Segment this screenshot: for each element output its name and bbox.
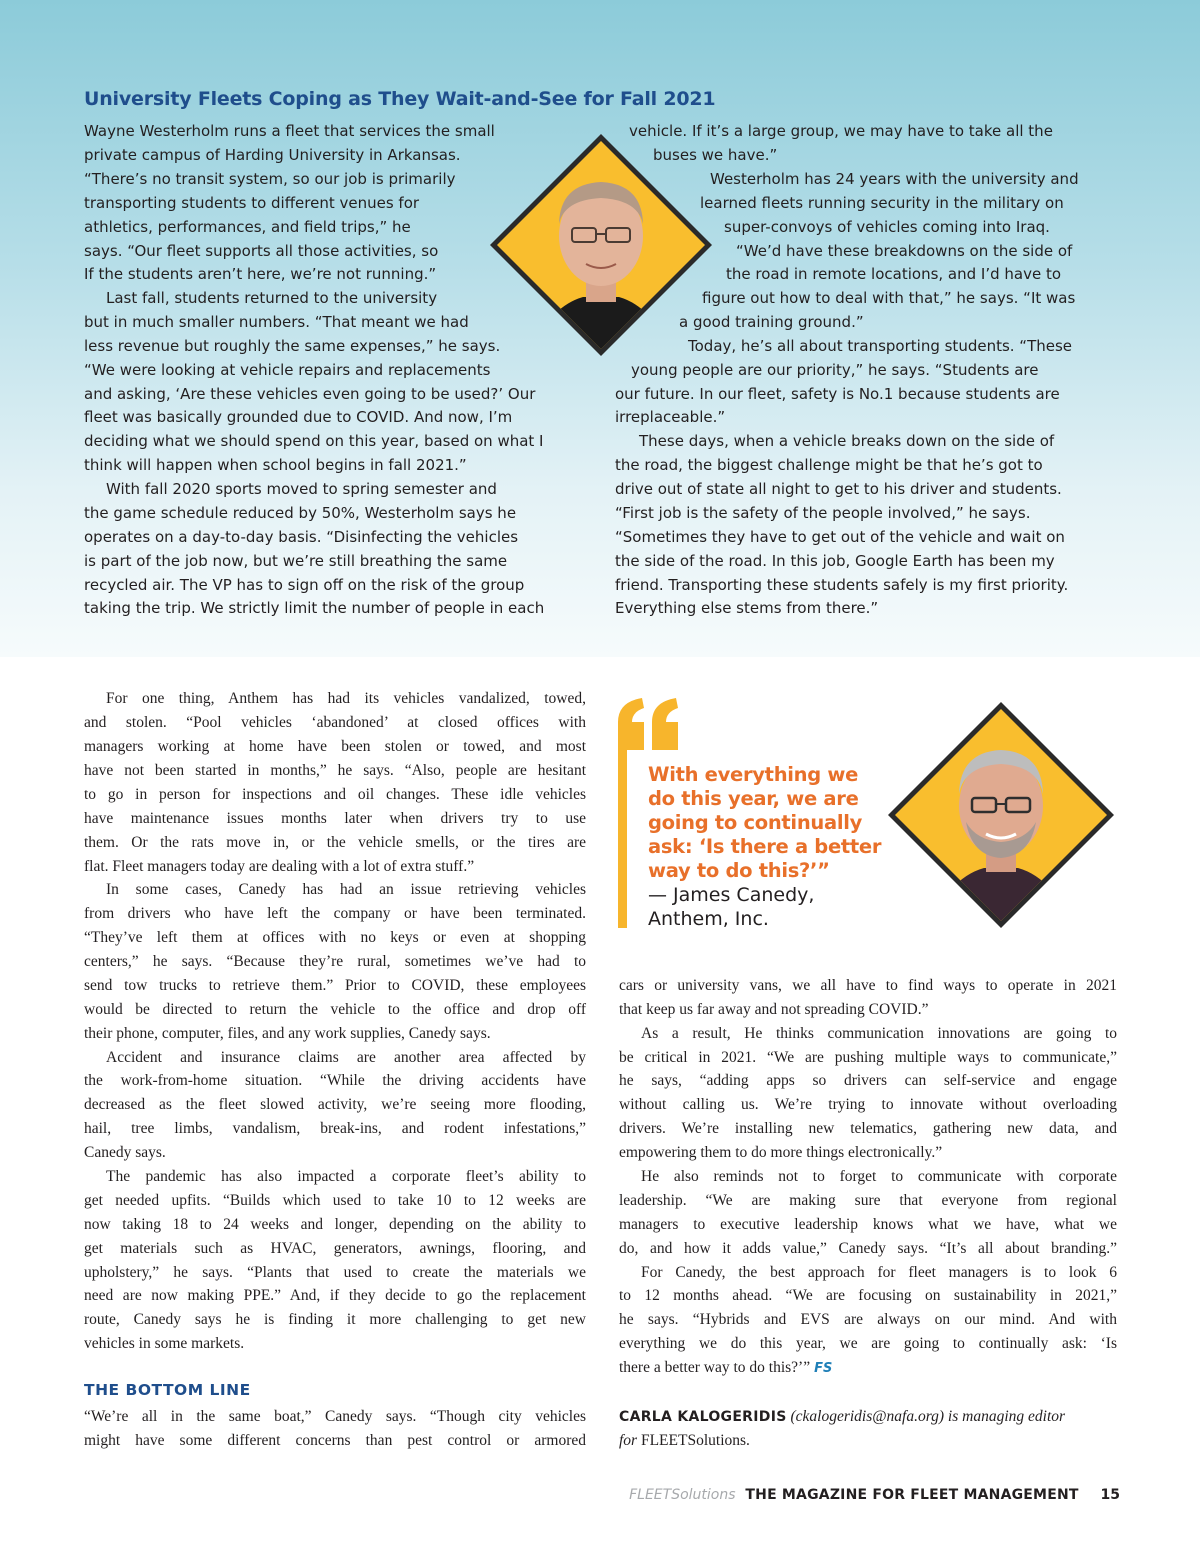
body-text-line: “They’ve left them at offices with no keys or even at shopping xyxy=(84,929,586,946)
page-footer xyxy=(0,1486,1120,1503)
sidebar-text-line: learned fleets running security in the military on xyxy=(700,194,1064,212)
sidebar-text-line: If the students aren’t here, we’re not running.” xyxy=(84,265,437,283)
footer-magazine-name: FLEETSolutions xyxy=(629,1487,736,1503)
body-text-line: In some cases, Canedy has had an issue retrieving vehicles xyxy=(106,881,586,898)
sidebar-text-line: “Sometimes they have to get out of the vehicle and wait on xyxy=(615,528,1065,546)
sidebar-text-line: is part of the job now, but we’re still breathing the same xyxy=(84,552,508,570)
portrait-photo xyxy=(886,700,1116,930)
sidebar-text-line: Wayne Westerholm runs a fleet that services the small xyxy=(84,122,495,140)
author-for: for xyxy=(619,1432,638,1449)
pull-quote-line: way to do this?’” xyxy=(648,859,830,882)
body-text-line: get materials such as HVAC, generators, awnings, flooring, and xyxy=(84,1240,586,1257)
body-text-line: do, and how it adds value,” Canedy says. “It’s all about branding.” xyxy=(619,1240,1117,1257)
body-text-line: be critical in 2021. “We are pushing multiple ways to communicate,” xyxy=(619,1049,1117,1066)
page-number: 15 xyxy=(1100,1487,1120,1503)
quote-accent-bar xyxy=(618,748,627,928)
body-text-line: leadership. “We are making sure that everyone from regional xyxy=(619,1192,1117,1209)
body-text-line: cars or university vans, we all have to find ways to operate in 2021 xyxy=(619,977,1117,994)
sidebar-text-line: vehicle. If it’s a large group, we may have to take all the xyxy=(629,122,1053,140)
body-text-line: route, Canedy says he is finding it more challenging to get new xyxy=(84,1311,586,1328)
body-text-line: that keep us far away and not spreading COVID.” xyxy=(619,1001,929,1018)
sidebar-text-line: and asking, ‘Are these vehicles even going to be used?’ Our xyxy=(84,385,536,403)
author-publication: FLEETSolutions. xyxy=(640,1432,750,1449)
body-text-line: “We’re all in the same boat,” Canedy says. “Though city vehicles xyxy=(84,1408,586,1425)
body-text-line: centers,” he says. “Because they’re rural, sometimes we’ve had to xyxy=(84,953,586,970)
sidebar-text-line: transporting students to different venues for xyxy=(84,194,420,212)
body-text-line: decreased as the fleet slowed activity, we’re seeing more flooding, xyxy=(84,1096,586,1113)
body-text-line: He also reminds not to forget to communicate with corporate xyxy=(641,1168,1117,1185)
bottom-line-heading: THE BOTTOM LINE xyxy=(84,1381,251,1399)
body-text-fragment: there a better way to do this?’” xyxy=(619,1359,811,1376)
body-text-line: The pandemic has also impacted a corporate fleet’s ability to xyxy=(106,1168,586,1185)
portrait-photo xyxy=(488,132,714,358)
sidebar-text-line: but in much smaller numbers. “That meant we had xyxy=(84,313,469,331)
footer-tagline: THE MAGAZINE FOR FLEET MANAGEMENT xyxy=(745,1487,1079,1503)
body-text-line: to 12 months ahead. “We are focusing on sustainability in 2021,” xyxy=(619,1287,1117,1304)
sidebar-text-line: Westerholm has 24 years with the university and xyxy=(710,170,1079,188)
author-byline-cont xyxy=(619,1431,750,1450)
body-text-line: send tow trucks to retrieve them.” Prior to COVID, these employees xyxy=(84,977,586,994)
pull-quote-attribution: Anthem, Inc. xyxy=(648,908,769,930)
body-text-line: upholstery,” he says. “Plants that used to create the materials we xyxy=(84,1264,586,1281)
author-name: CARLA KALOGERIDIS xyxy=(619,1409,787,1425)
body-text-line: from drivers who have left the company or have been terminated. xyxy=(84,905,586,922)
sidebar-text-line: With fall 2020 sports moved to spring semester and xyxy=(106,480,497,498)
body-text-line: As a result, He thinks communication innovations are going to xyxy=(641,1025,1117,1042)
body-text-line: vehicles in some markets. xyxy=(84,1335,245,1352)
sidebar-title: University Fleets Coping as They Wait-and-See for Fall 2021 xyxy=(84,88,716,110)
sidebar-text-line: the road, the biggest challenge might be that he’s got to xyxy=(615,456,1043,474)
sidebar-text-line: buses we have.” xyxy=(653,146,778,164)
westerholm-portrait xyxy=(488,132,714,358)
sidebar-text-line: private campus of Harding University in Arkansas. xyxy=(84,146,461,164)
body-text-line: have not been started in months,” he says. “Also, people are hesitant xyxy=(84,762,586,779)
body-text-line: Accident and insurance claims are another area affected by xyxy=(106,1049,586,1066)
body-text-line: to go in person for inspections and oil changes. These idle vehicles xyxy=(84,786,586,803)
body-text-line: Canedy says. xyxy=(84,1144,166,1161)
body-text-line: flat. Fleet managers today are dealing with a lot of extra stuff.” xyxy=(84,858,475,875)
sidebar-text-line: the side of the road. In this job, Google Earth has been my xyxy=(615,552,1055,570)
body-text-line: their phone, computer, files, and any work supplies, Canedy says. xyxy=(84,1025,491,1042)
sidebar-text-line: less revenue but roughly the same expenses,” he says. xyxy=(84,337,501,355)
sidebar-text-line: athletics, performances, and field trips,” he xyxy=(84,218,411,236)
body-text-line: empowering them to do more things electronically.” xyxy=(619,1144,943,1161)
body-text-line: have maintenance issues months later when drivers try to use xyxy=(84,810,586,827)
body-text-line: and stolen. “Pool vehicles ‘abandoned’ at closed offices with xyxy=(84,714,586,731)
quote-mark-icon xyxy=(616,698,682,750)
body-text-line: would be directed to return the vehicle to the office and drop off xyxy=(84,1001,586,1018)
sidebar-text-line: “We were looking at vehicle repairs and replacements xyxy=(84,361,491,379)
sidebar-text-line: “First job is the safety of the people involved,” he says. xyxy=(615,504,1031,522)
pull-quote-line: With everything we xyxy=(648,763,859,786)
sidebar-text-line: the road in remote locations, and I’d have to xyxy=(726,265,1062,283)
sidebar-text-line: think will happen when school begins in fall 2021.” xyxy=(84,456,467,474)
pull-quote-attribution: — James Canedy, xyxy=(648,884,815,906)
sidebar-text-line: figure out how to deal with that,” he says. “It was xyxy=(702,289,1076,307)
body-text-line: without calling us. We’re trying to innovate without overloading xyxy=(619,1096,1117,1113)
body-text-line: everything we do this year, we are going to continually ask: ‘Is xyxy=(619,1335,1117,1352)
body-text-line: now taking 18 to 24 weeks and longer, depending on the ability to xyxy=(84,1216,586,1233)
sidebar-text-line: young people are our priority,” he says. “Students are xyxy=(631,361,1039,379)
author-byline xyxy=(619,1407,1065,1427)
end-mark-logo: FS xyxy=(814,1361,833,1376)
pull-quote-line: do this year, we are xyxy=(648,787,859,810)
body-text-line: he says. “Hybrids and EVS are always on our mind. And with xyxy=(619,1311,1117,1328)
sidebar-text-line: These days, when a vehicle breaks down on the side of xyxy=(639,432,1055,450)
body-text-line: For Canedy, the best approach for fleet managers is to look 6 xyxy=(641,1264,1117,1281)
body-text-line: managers to executive leadership knows what we have, what we xyxy=(619,1216,1117,1233)
sidebar-text-line: “We’d have these breakdowns on the side of xyxy=(736,242,1073,260)
body-text-line: drivers. We’re installing new telematics, gathering new data, and xyxy=(619,1120,1117,1137)
body-text-line: need are now making PPE.” And, if they decide to go the replacement xyxy=(84,1287,586,1304)
sidebar-text-line: says. “Our fleet supports all those activities, so xyxy=(84,242,439,260)
sidebar-text-line: irreplaceable.” xyxy=(615,408,726,426)
sidebar-text-line: drive out of state all night to get to his driver and students. xyxy=(615,480,1062,498)
sidebar-text-line: Today, he’s all about transporting students. “These xyxy=(688,337,1073,355)
sidebar-text-line: Last fall, students returned to the university xyxy=(106,289,438,307)
body-text-line: hail, tree limbs, vandalism, break-ins, and rodent infestations,” xyxy=(84,1120,586,1137)
canedy-portrait xyxy=(886,700,1116,930)
sidebar-text-line: our future. In our fleet, safety is No.1 because students are xyxy=(615,385,1060,403)
sidebar-text-line: operates on a day-to-day basis. “Disinfecting the vehicles xyxy=(84,528,519,546)
sidebar-text-line: deciding what we should spend on this year, based on what I xyxy=(84,432,544,450)
body-text-line: he says, “adding apps so drivers can self-service and engage xyxy=(619,1072,1117,1089)
pull-quote-line: ask: ‘Is there a better xyxy=(648,835,882,858)
body-text-line: them. Or the rats move in, or the vehicle smells, or the tires are xyxy=(84,834,586,851)
sidebar-text-line: taking the trip. We strictly limit the number of people in each xyxy=(84,599,545,617)
sidebar-text-line: “There’s no transit system, so our job is primarily xyxy=(84,170,456,188)
body-text-line: managers working at home have been stolen or towed, and most xyxy=(84,738,586,755)
body-text-line: might have some different concerns than pest control or armored xyxy=(84,1432,586,1449)
sidebar-box xyxy=(0,0,1200,657)
sidebar-text-line: Everything else stems from there.” xyxy=(615,599,879,617)
sidebar-text-line: the game schedule reduced by 50%, Westerholm says he xyxy=(84,504,517,522)
body-text-line: get needed upfits. “Builds which used to take 10 to 12 weeks are xyxy=(84,1192,586,1209)
body-text-line: the work-from-home situation. “While the driving accidents have xyxy=(84,1072,586,1089)
sidebar-text-line: a good training ground.” xyxy=(679,313,864,331)
sidebar-text-line: recycled air. The VP has to sign off on the risk of the group xyxy=(84,576,525,594)
body-text-line: For one thing, Anthem has had its vehicles vandalized, towed, xyxy=(106,690,586,707)
author-detail: (ckalogeridis@nafa.org) is managing editor xyxy=(790,1408,1066,1425)
pull-quote-line: going to continually xyxy=(648,811,863,834)
sidebar-text-line: friend. Transporting these students safely is my first priority. xyxy=(615,576,1069,594)
sidebar-text-line: fleet was basically grounded due to COVID. And now, I’m xyxy=(84,408,513,426)
sidebar-text-line: super-convoys of vehicles coming into Iraq. xyxy=(724,218,1050,236)
body-text-line xyxy=(619,1358,832,1378)
